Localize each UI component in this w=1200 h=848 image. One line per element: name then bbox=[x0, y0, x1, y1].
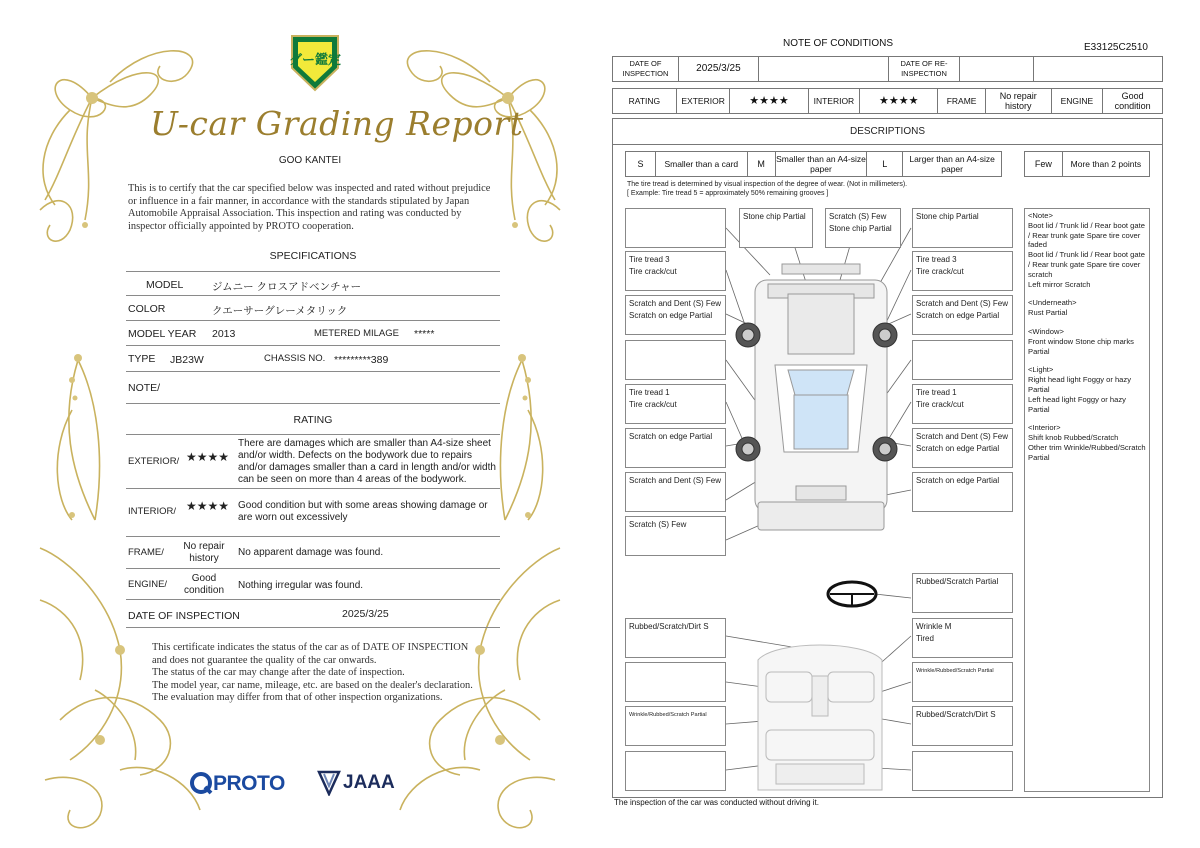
annotation-box-front-left-fender: Scratch and Dent (S) Few Scratch on edge Partial bbox=[625, 295, 726, 335]
engine-value: Good condition bbox=[1103, 89, 1163, 114]
rating-row-exterior bbox=[126, 434, 500, 489]
rating-row-frame bbox=[126, 537, 500, 569]
doi-label: DATE OF INSPECTION bbox=[128, 610, 240, 622]
spec-row-note bbox=[126, 372, 500, 404]
annotation-box-steering-wheel: Rubbed/Scratch Partial bbox=[912, 573, 1013, 613]
badge-text: グー鑑定 bbox=[288, 53, 342, 68]
chassis-value: *********389 bbox=[334, 354, 389, 366]
note-line: Right head light Foggy or hazy Partial bbox=[1028, 375, 1131, 394]
annotation-box-right-door-trim: Wrinkle/Rubbed/Scratch Partial bbox=[912, 662, 1013, 702]
rating-row-interior bbox=[126, 489, 500, 537]
annotation-box-front-right-tire: Tire tread 3 Tire crack/cut bbox=[912, 251, 1013, 291]
certificate-intro: This is to certify that the car specified below was inspected and rated without prejudice or influence in a fair manner, in accordance with the standards stipulated by Japan Automobile Appraisal Association. This inspection and rating was conducted by inspector officially appointed by PROTO cooperation. bbox=[128, 183, 491, 232]
model-label: MODEL bbox=[146, 279, 184, 291]
rating-label: RATING bbox=[613, 89, 677, 114]
note-line: Front window Stone chip marks Partial bbox=[1028, 336, 1134, 356]
annotation-box-rear-left-fender: Scratch on edge Partial bbox=[625, 428, 726, 468]
date-of-inspection-label: DATE OF INSPECTION bbox=[613, 57, 679, 82]
annotation-box-rear-right-corner: Scratch on edge Partial bbox=[912, 472, 1013, 512]
legend-s: S bbox=[626, 152, 656, 177]
interior-stars: ★★★★ bbox=[186, 499, 230, 513]
interior-stars: ★★★★ bbox=[860, 89, 938, 114]
legend-few-desc: More than 2 points bbox=[1062, 152, 1149, 177]
note-line: <Underneath> bbox=[1028, 298, 1077, 308]
frame-value: No repair history bbox=[183, 541, 225, 564]
proto-logo-text: PROTO bbox=[213, 772, 285, 795]
annotation-box-rear-left-tire: Tire tread 1 Tire crack/cut bbox=[625, 384, 726, 424]
note-spacer bbox=[1028, 414, 1146, 423]
rating-row-engine bbox=[126, 569, 500, 600]
rating-heading: RATING bbox=[293, 414, 333, 426]
car-top-view bbox=[755, 264, 887, 530]
certificate-subtitle: GOO KANTEI bbox=[278, 155, 342, 166]
exterior-label: EXTERIOR/ bbox=[128, 456, 180, 467]
date-of-reinspection-label: DATE OF RE-INSPECTION bbox=[888, 57, 960, 82]
tire-note-line-2: [ Example: Tire tread 5 = approximately 50% remaining grooves ] bbox=[627, 190, 829, 197]
exterior-stars: ★★★★ bbox=[186, 450, 230, 464]
note-line: Boot lid / Trunk lid / Rear boot gate / Rear trunk gate Spare tire cover scratch bbox=[1028, 250, 1145, 279]
note-line: <Interior> bbox=[1028, 423, 1061, 433]
interior-label: INTERIOR bbox=[808, 89, 859, 114]
annotation-box-passenger-seat: Wrinkle M Tired bbox=[912, 618, 1013, 658]
spec-row-color bbox=[126, 296, 500, 321]
model-year-value: 2013 bbox=[212, 328, 236, 340]
mileage-label: METERED MILAGE bbox=[314, 328, 399, 339]
report-code: E33125C2510 bbox=[1084, 42, 1148, 53]
annotation-box-right-door bbox=[912, 340, 1013, 380]
certificate-footer: This certificate indicates the status of the car as of DATE OF INSPECTION and does not guarantee the quality of the car onwards. The status of the car may change after the date of inspection. The model year, car name, mileage, etc. are based on the dealer's declaration. The evaluation may differ from that of other inspection organizations. bbox=[152, 642, 473, 704]
frame-label: FRAME bbox=[938, 89, 985, 114]
car-interior-view bbox=[758, 645, 882, 790]
inspection-footer: The inspection of the car was conducted without driving it. bbox=[614, 798, 819, 807]
note-spacer bbox=[1028, 318, 1146, 327]
steering-wheel-icon bbox=[828, 582, 876, 606]
color-label: COLOR bbox=[128, 303, 166, 315]
frame-value: No repair history bbox=[985, 89, 1051, 114]
notes-column bbox=[1024, 208, 1150, 792]
annotation-box-front-right-corner: Stone chip Partial bbox=[912, 208, 1013, 248]
exterior-stars: ★★★★ bbox=[730, 89, 808, 114]
jaaa-logo-text: JAAA bbox=[343, 772, 395, 793]
note-line: <Light> bbox=[1028, 365, 1054, 375]
mileage-value: ***** bbox=[414, 328, 435, 340]
annotation-box-driver-seat bbox=[625, 662, 726, 702]
engine-value: Good condition bbox=[183, 573, 225, 596]
annotation-box-rear-seat-right bbox=[912, 751, 1013, 791]
proto-logo-icon bbox=[189, 771, 213, 795]
engine-label: ENGINE/ bbox=[128, 579, 168, 590]
note-spacer bbox=[1028, 289, 1146, 298]
goo-kantei-badge-icon bbox=[286, 30, 344, 94]
legend-m: M bbox=[747, 152, 775, 177]
annotation-box-front-bumper: Scratch (S) Few Stone chip Partial bbox=[825, 208, 901, 248]
chassis-label: CHASSIS NO. bbox=[264, 353, 326, 364]
model-year-label: MODEL YEAR bbox=[128, 328, 197, 340]
annotation-box-rear-right-tire: Tire tread 1 Tire crack/cut bbox=[912, 384, 1013, 424]
exterior-description: There are damages which are smaller than A4-size sheet and/or width. Defects on the bodywork due to repairs and/or damages smaller than a card in length and/or width can be seen on more than 4 areas of the bodywork. bbox=[238, 438, 496, 485]
note-line: Boot lid / Trunk lid / Rear boot gate / Rear trunk gate Spare tire cover faded bbox=[1028, 220, 1145, 250]
spec-row-model bbox=[126, 271, 500, 296]
model-value: ジムニー クロスアドベンチャー bbox=[212, 281, 362, 293]
annotation-box-left-door-trim: Wrinkle/Rubbed/Scratch Partial bbox=[625, 706, 726, 746]
annotation-box-left-door bbox=[625, 340, 726, 380]
engine-label: ENGINE bbox=[1051, 89, 1102, 114]
note-line: <Window> bbox=[1028, 326, 1064, 336]
annotation-box-rear-bumper: Scratch (S) Few bbox=[625, 516, 726, 556]
date-of-inspection-row bbox=[126, 600, 500, 628]
legend-m-desc: Smaller than an A4-size paper bbox=[775, 152, 867, 177]
annotation-box-front-left-tire: Tire tread 3 Tire crack/cut bbox=[625, 251, 726, 291]
spec-row-type bbox=[126, 346, 500, 372]
legend-s-desc: Smaller than a card bbox=[655, 152, 747, 177]
annotation-box-front-left-corner bbox=[625, 208, 726, 248]
note-line: <Note> bbox=[1028, 211, 1053, 220]
engine-description: Nothing irregular was found. bbox=[238, 580, 364, 591]
annotation-box-center-console: Rubbed/Scratch/Dirt S bbox=[912, 706, 1013, 746]
exterior-label: EXTERIOR bbox=[676, 89, 730, 114]
spec-row-model-year bbox=[126, 321, 500, 346]
annotation-box-hood: Stone chip Partial bbox=[739, 208, 813, 248]
type-value: JB23W bbox=[170, 354, 204, 366]
legend-l-desc: Larger than an A4-size paper bbox=[903, 152, 1002, 177]
tire-note-line-1: The tire tread is determined by visual inspection of the degree of wear. (Not in millimeters). bbox=[627, 181, 908, 188]
certificate-title: U-car Grading Report bbox=[150, 104, 524, 143]
annotation-box-rear-left-corner: Scratch and Dent (S) Few bbox=[625, 472, 726, 512]
annotation-box-rear-seat-left bbox=[625, 751, 726, 791]
conditions-title: NOTE OF CONDITIONS bbox=[783, 38, 893, 49]
legend-few: Few bbox=[1025, 152, 1063, 177]
descriptions-heading: DESCRIPTIONS bbox=[613, 119, 1162, 145]
annotation-box-front-right-fender: Scratch and Dent (S) Few Scratch on edge Partial bbox=[912, 295, 1013, 335]
note-of-conditions-sheet bbox=[600, 0, 1200, 848]
type-label: TYPE bbox=[128, 353, 156, 365]
note-line: Rust Partial bbox=[1028, 308, 1068, 318]
interior-label: INTERIOR/ bbox=[128, 506, 177, 517]
note-line: Shift knob Rubbed/Scratch bbox=[1028, 433, 1119, 443]
frame-description: No apparent damage was found. bbox=[238, 547, 384, 558]
note-label: NOTE/ bbox=[128, 382, 161, 394]
note-spacer bbox=[1028, 356, 1146, 365]
specifications-heading: SPECIFICATIONS bbox=[269, 250, 357, 262]
interior-description: Good condition but with some areas showing damage or are worn out excessively bbox=[238, 500, 488, 523]
date-of-inspection-value: 2025/3/25 bbox=[678, 57, 758, 82]
color-value: クエーサーグレーメタリック bbox=[212, 305, 348, 317]
doi-value: 2025/3/25 bbox=[342, 608, 389, 620]
annotation-box-rear-right-fender: Scratch and Dent (S) Few Scratch on edge Partial bbox=[912, 428, 1013, 468]
jaaa-logo-icon bbox=[317, 770, 341, 796]
frame-label: FRAME/ bbox=[128, 547, 164, 558]
note-line: Left head light Foggy or hazy Partial bbox=[1028, 394, 1126, 414]
note-line: Left mirror Scratch bbox=[1028, 279, 1091, 289]
note-line: Other trim Wrinkle/Rubbed/Scratch Partial bbox=[1028, 442, 1146, 462]
annotation-box-dashboard: Rubbed/Scratch/Dirt S bbox=[625, 618, 726, 658]
legend-l: L bbox=[867, 152, 903, 177]
